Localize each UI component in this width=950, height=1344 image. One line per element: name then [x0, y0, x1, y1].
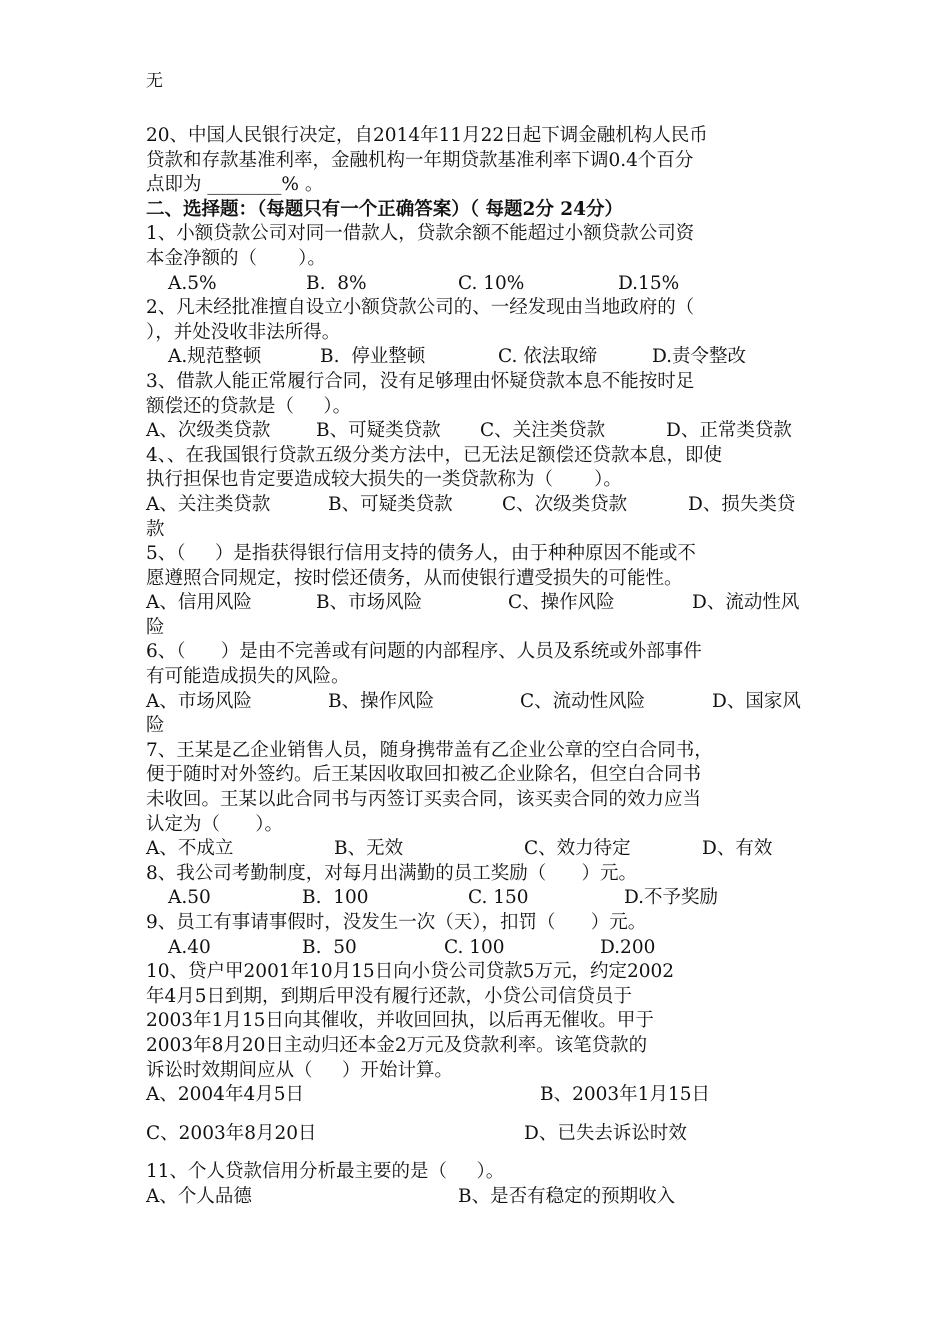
q8-option-a: A.50 [168, 887, 211, 909]
q9-option-d: D.200 [600, 936, 656, 958]
q7-line-4: 认定为（ ）。 [146, 813, 284, 835]
q6-option-d: D、国家风 [712, 690, 801, 712]
q2-option-b: B. 停业整顿 [320, 346, 426, 368]
q3-option-b: B、可疑类贷款 [316, 420, 441, 442]
q1-option-a: A.5% [168, 272, 217, 294]
q11-option-b: B、是否有稳定的预期收入 [458, 1185, 676, 1207]
q10-options-row-2 [146, 1122, 811, 1147]
q4-option-c: C、次级类贷款 [502, 493, 628, 515]
q10-option-c: C、2003年8月20日 [146, 1122, 317, 1144]
q2-line-1: 2、凡未经批准擅自设立小额贷款公司的、一经发现由当地政府的（ [146, 297, 695, 319]
q8-options [146, 886, 811, 911]
question-content [146, 124, 811, 1210]
q7-option-b: B、无效 [334, 838, 404, 860]
q11-line-1: 11、个人贷款信用分析最主要的是（ ）。 [146, 1161, 505, 1183]
q2-option-c: C. 依法取缔 [498, 346, 598, 368]
q7-line-3: 未收回。王某以此合同书与丙签订买卖合同，该买卖合同的效力应当 [146, 789, 702, 811]
q8-option-b: B. 100 [302, 887, 369, 909]
q9-option-c: C. 100 [444, 936, 505, 958]
q2-line-2: ），并处没收非法所得。 [146, 321, 341, 343]
q10-option-d: D、已失去诉讼时效 [524, 1122, 687, 1144]
q5-option-wrap: 险 [146, 616, 165, 638]
q6-option-wrap: 险 [146, 715, 165, 737]
q3-line-2: 额偿还的贷款是（ ）。 [146, 395, 352, 417]
q10-line-3: 2003年1月15日向其催收，并收回回执，以后再无催收。甲于 [146, 1010, 654, 1032]
q9-options [146, 936, 811, 961]
q20-line-1: 20、中国人民银行决定，自2014年11月22日起下调金融机构人民币 [146, 125, 708, 146]
q6-option-b: B、操作风险 [328, 690, 435, 712]
q3-line-1: 3、借款人能正常履行合同，没有足够理由怀疑贷款本息不能按时足 [146, 370, 695, 392]
q1-line-1: 1、小额贷款公司对同一借款人，贷款余额不能超过小额贷款公司资 [146, 223, 695, 245]
q2-option-a: A.规范整顿 [168, 346, 262, 368]
q5-line-1: 5、（ ）是指获得银行信用支持的债务人，由于种种原因不能或不 [146, 543, 696, 565]
q6-line-2: 有可能造成损失的风险。 [146, 666, 350, 688]
q1-option-b: B. 8% [306, 272, 367, 294]
q11-option-a: A、个人品德 [146, 1185, 252, 1207]
q6-line-1: 6、（ ）是由不完善或有问题的内部程序、人员及系统或外部事件 [146, 641, 702, 663]
q7-option-a: A、不成立 [146, 838, 234, 860]
q4-options [146, 493, 811, 518]
q3-option-c: C、关注类贷款 [480, 420, 606, 442]
q10-line-1: 10、贷户甲2001年10月15日向小贷公司贷款5万元，约定2002 [146, 961, 675, 983]
q10-line-4: 2003年8月20日主动归还本金2万元及贷款利率。该笔贷款的 [146, 1034, 648, 1056]
q1-line-2: 本金净额的（ ）。 [146, 247, 326, 269]
q7-option-d: D、有效 [702, 838, 773, 860]
section-heading: 二、选择题：（每题只有一个正确答案）（ 每题2分 24分） [146, 198, 624, 220]
q10-option-a: A、2004年4月5日 [146, 1084, 304, 1106]
q3-options [146, 419, 811, 444]
q5-line-2: 愿遵照合同规定，按时偿还债务，从而使银行遭受损失的可能性。 [146, 567, 683, 589]
spacer [146, 1146, 811, 1160]
q2-option-d: D.责令整改 [652, 346, 747, 368]
q7-line-1: 7、王某是乙企业销售人员，随身携带盖有乙企业公章的空白合同书， [146, 739, 713, 761]
q6-option-c: C、流动性风险 [520, 690, 646, 712]
q4-line-2: 执行担保也肯定要造成较大损失的一类贷款称为（ ）。 [146, 469, 622, 491]
q6-option-a: A、市场风险 [146, 690, 252, 712]
q10-options-row-1 [146, 1083, 811, 1108]
q5-options [146, 591, 811, 616]
q7-options [146, 837, 811, 862]
q1-options [146, 272, 811, 297]
q1-option-c: C. 10% [458, 272, 525, 294]
q11-options [146, 1185, 811, 1210]
q6-options [146, 690, 811, 715]
q4-option-b: B、可疑类贷款 [328, 493, 453, 515]
q20-line-3: 点即为 ________% 。 [146, 174, 324, 196]
q9-line-1: 9、员工有事请事假时，没发生一次（天），扣罚（ ）元。 [146, 912, 647, 933]
q4-option-wrap: 款 [146, 518, 165, 540]
q8-line-1: 8、我公司考勤制度，对每月出满勤的员工奖励（ ）元。 [146, 862, 638, 884]
q4-option-a: A、关注类贷款 [146, 493, 271, 515]
q7-line-2: 便于随时对外签约。后王某因收取回扣被乙企业除名，但空白合同书 [146, 764, 702, 786]
q5-option-a: A、信用风险 [146, 592, 252, 614]
q10-line-2: 年4月5日到期，到期后甲没有履行还款，小贷公司信贷员于 [146, 985, 633, 1007]
q3-option-a: A、次级类贷款 [146, 420, 271, 442]
q5-option-c: C、操作风险 [508, 592, 615, 614]
q10-line-5: 诉讼时效期间应从（ ）开始计算。 [146, 1059, 453, 1081]
q4-option-d: D、损失类贷 [688, 493, 796, 515]
q5-option-b: B、市场风险 [316, 592, 423, 614]
q3-option-d: D、正常类贷款 [666, 420, 792, 442]
page-header: 无 [146, 71, 163, 91]
q10-option-b: B、2003年1月15日 [540, 1084, 710, 1106]
q9-option-a: A.40 [168, 936, 211, 958]
q9-option-b: B. 50 [302, 936, 357, 958]
q8-option-d: D.不予奖励 [624, 887, 719, 909]
q2-options [146, 345, 811, 370]
q1-option-d: D.15% [618, 272, 680, 294]
q8-option-c: C. 150 [468, 887, 529, 909]
q5-option-d: D、流动性风 [692, 592, 800, 614]
q4-line-1: 4、、在我国银行贷款五级分类方法中，已无法足额偿还贷款本息，即使 [146, 444, 723, 466]
spacer [146, 1108, 811, 1122]
q20-line-2: 贷款和存款基准利率，金融机构一年期贷款基准利率下调0.4个百分 [146, 149, 694, 171]
q7-option-c: C、效力待定 [524, 838, 631, 860]
